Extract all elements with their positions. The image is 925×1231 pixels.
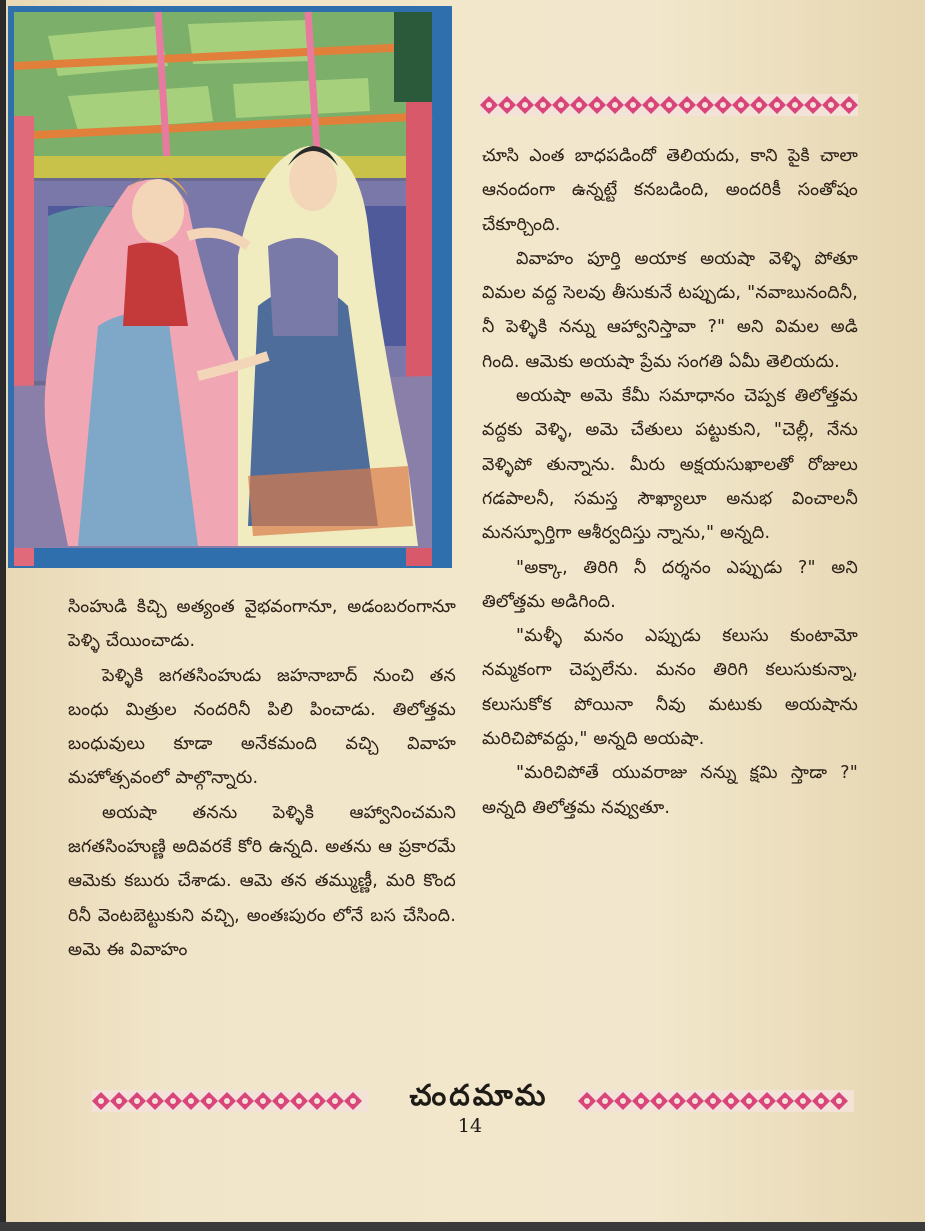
paragraph: సింహుడి కిచ్చి అత్యంత వైభవంగానూ, అడంబరంగానూ పెళ్ళి చేయించాడు. (68, 597, 456, 652)
paragraph: "మళ్ళీ మనం ఎప్పుడు కలుసు కుంటామో నమ్మకంగా చెప్పలేను. మనం తిరిగి కలుసుకున్నా, కలుసుకోక పోయినా నీవు మటుకు అయషాను మరిచిపోవద్దు," అన్నది అయషా. (482, 626, 858, 750)
paragraph: వివాహం పూర్తి అయాక అయషా వెళ్ళి పోతూ విమల వద్ద సెలవు తీసుకునే టప్పుడు, "నవాబునందినీ, నీ పెళ్ళికి నన్ను ఆహ్వానిస్తావా ?" అని విమల అడి గింది. ఆమెకు అయషా ప్రేమ సంగతి ఏమీ తెలియదు. (482, 248, 858, 372)
paragraph: చూసి ఎంత బాధపడిందో తెలియదు, కాని పైకి చాలా ఆనందంగా ఉన్నట్టే కనబడింది, అందరికీ సంతోషం చేకూర్చింది. (482, 146, 858, 235)
page-edge-left (0, 0, 6, 1231)
top-ornament-border (480, 94, 858, 116)
left-text-column (68, 590, 456, 967)
paragraph: "అక్కా, తిరిగి నీ దర్శనం ఎప్పుడు ?" అని తిలోత్తమ అడిగింది. (482, 557, 858, 612)
paragraph: అయషా తనను పెళ్ళికి ఆహ్వానించమని జగతసింహుణ్ణి అదివరకే కోరి ఉన్నది. అతను ఆ ప్రకారమే ఆమెకు కబురు చేశాడు. ఆమె తన తమ్ముణ్ణీ, మరి కొంద రినీ వెంటబెట్టుకుని వచ్చి, అంతఃపురం లోనే బస చేసింది. అమె ఈ వివాహం (68, 802, 456, 960)
right-text-column (482, 139, 858, 825)
paragraph: పెళ్ళికి జగతసింహుడు జహనాబాద్ నుంచి తన బంధు మిత్రుల నందరినీ పిలి పించాడు. తిలోత్తమ బంధువులు కూడా అనేకమంది వచ్చి వివాహ మహోత్సవంలో పాల్గొన్నారు. (68, 665, 456, 789)
paragraph: "మరిచిపోతే యువరాజు నన్ను క్షమి స్తాడా ?" అన్నది తిలోత్తమ నవ్వుతూ. (482, 763, 858, 818)
magazine-name: చందమామ (409, 1078, 549, 1112)
page-number: 14 (457, 1115, 483, 1137)
page-edge-bottom (0, 1222, 925, 1231)
footer-ornament-right (578, 1090, 854, 1112)
paragraph: అయషా అమె కేమీ సమాధానం చెప్పక తిలోత్తమ వద్దకు వెళ్ళి, అమె చేతులు పట్టుకుని, "చెల్లీ, నేను వెళ్ళిపో తున్నాను. మీరు అక్షయసుఖాలతో రోజులు గడపాలనీ, సమస్త సౌఖ్యాలూ అనుభ వించాలనీ మనస్ఫూర్తిగా ఆశీర్వదిస్తు న్నాను," అన్నది. (482, 386, 858, 544)
footer-ornament-left (92, 1090, 368, 1112)
two-women-in-palace-illustration-icon (8, 6, 452, 568)
